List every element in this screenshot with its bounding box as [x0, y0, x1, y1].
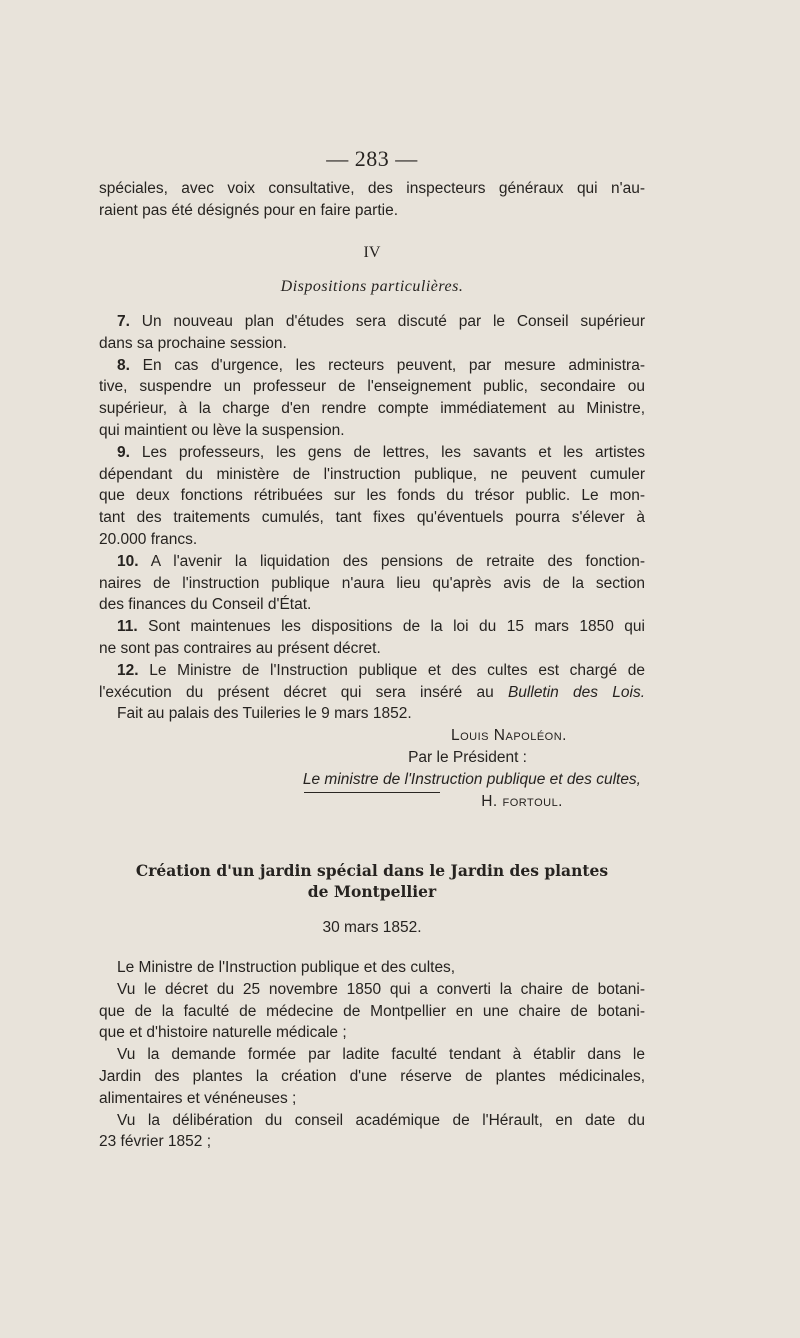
minister-name-text: H. fortoul. — [481, 792, 563, 810]
text-line: raient pas été désignés pour en faire partie. — [99, 201, 398, 219]
articles-block — [99, 311, 645, 812]
bulletin-title: Bulletin des Lois. — [507, 683, 646, 701]
minister-title-text: Le ministre de l'Instruction publique et des cultes, — [302, 770, 641, 788]
text-line: des finances du Conseil d'État. — [99, 596, 312, 614]
decree-title-line-2: de Montpellier — [307, 882, 437, 901]
article-text: Le Ministre de l'Instruction publique et des cultes est chargé de — [149, 661, 645, 679]
decree-title-line-1: Création d'un jardin spécial dans le Jardin des plantes — [135, 861, 609, 880]
signer-name — [99, 725, 645, 747]
section-divider — [304, 792, 440, 793]
decree-date: 30 mars 1852. — [322, 919, 422, 936]
text-line — [99, 682, 645, 704]
text-line: qui maintient ou lève la suspension. — [99, 421, 345, 439]
article-text: Un nouveau plan d'études sera discuté par le Conseil supérieur — [141, 313, 645, 330]
signer: Louis Napoléon. — [450, 727, 567, 745]
text-line: dans sa prochaine session. — [99, 334, 287, 352]
text-line: que de la faculté de médecine de Montpellier en une chaire de botani- — [99, 1002, 645, 1020]
minister-title — [99, 769, 645, 791]
text-line: alimentaires et vénéneuses ; — [99, 1089, 297, 1107]
article-number: 7. — [117, 313, 130, 330]
article-text: Sont maintenues les dispositions de la loi du 15 mars 1850 qui — [148, 618, 645, 636]
article-9-line — [99, 442, 645, 464]
article-12-line — [99, 660, 645, 682]
text-line: que et d'histoire naturelle médicale ; — [99, 1024, 347, 1042]
article-number: 10. — [117, 552, 139, 570]
text-line: Le Ministre de l'Instruction publique et des cultes, — [117, 959, 456, 976]
article-7-line — [99, 311, 645, 333]
article-8-line — [99, 355, 645, 377]
text-line: tive, suspendre un professeur de l'enseignement public, secondaire ou — [99, 378, 645, 396]
by-president: Par le Président : — [408, 748, 527, 766]
intro-paragraph — [99, 178, 645, 222]
decree-title — [99, 860, 645, 902]
text-line: 20.000 francs. — [99, 530, 198, 548]
article-text: Les professeurs, les gens de lettres, les savants et les artistes — [141, 443, 645, 461]
text-line: ne sont pas contraires au présent décret. — [99, 639, 381, 657]
section-number: IV — [363, 244, 381, 261]
text-line: Vu le décret du 25 novembre 1850 qui a converti la chaire de botani- — [117, 980, 645, 998]
text-line: Vu la demande formée par ladite faculté tendant à établir dans le — [117, 1046, 645, 1064]
article-10-line — [99, 551, 645, 573]
decree-body — [99, 957, 645, 1153]
text-line: 23 février 1852 ; — [99, 1133, 212, 1151]
article-text: En cas d'urgence, les recteurs peuvent, par mesure administra- — [142, 356, 646, 374]
text-line: Jardin des plantes la création d'une réserve de plantes médicinales, — [99, 1067, 645, 1085]
article-11-line — [99, 616, 645, 638]
text-line: spéciales, avec voix consultative, des inspecteurs généraux qui n'au- — [99, 180, 645, 197]
article-number: 12. — [117, 661, 139, 679]
text-line: naires de l'instruction publique n'aura lieu qu'après avis de la section — [99, 574, 645, 592]
page-number: — 283 — — [326, 146, 418, 171]
article-number: 8. — [117, 356, 130, 374]
section-title: Dispositions particulières. — [280, 278, 464, 295]
text-line: tant des traitements cumulés, tant fixes qu'éventuels pourra s'élever à — [99, 509, 645, 527]
done-at-line: Fait au palais des Tuileries le 9 mars 1852. — [117, 705, 412, 723]
text-line: Vu la délibération du conseil académique de l'Hérault, en date du — [117, 1111, 645, 1129]
minister-name — [99, 791, 645, 813]
text-line: dépendant du ministère de l'instruction publique, ne peuvent cumuler — [99, 465, 645, 483]
article-text: A l'avenir la liquidation des pensions de retraite des fonction- — [150, 552, 646, 570]
article-number: 11. — [117, 618, 138, 636]
article-text: l'exécution du présent décret qui sera inséré au — [99, 683, 494, 701]
text-line: supérieur, à la charge d'en rendre compte immédiatement au Ministre, — [99, 400, 645, 418]
article-number: 9. — [117, 443, 130, 461]
text-line: que deux fonctions rétribuées sur les fonds du trésor public. Le mon- — [99, 487, 645, 505]
